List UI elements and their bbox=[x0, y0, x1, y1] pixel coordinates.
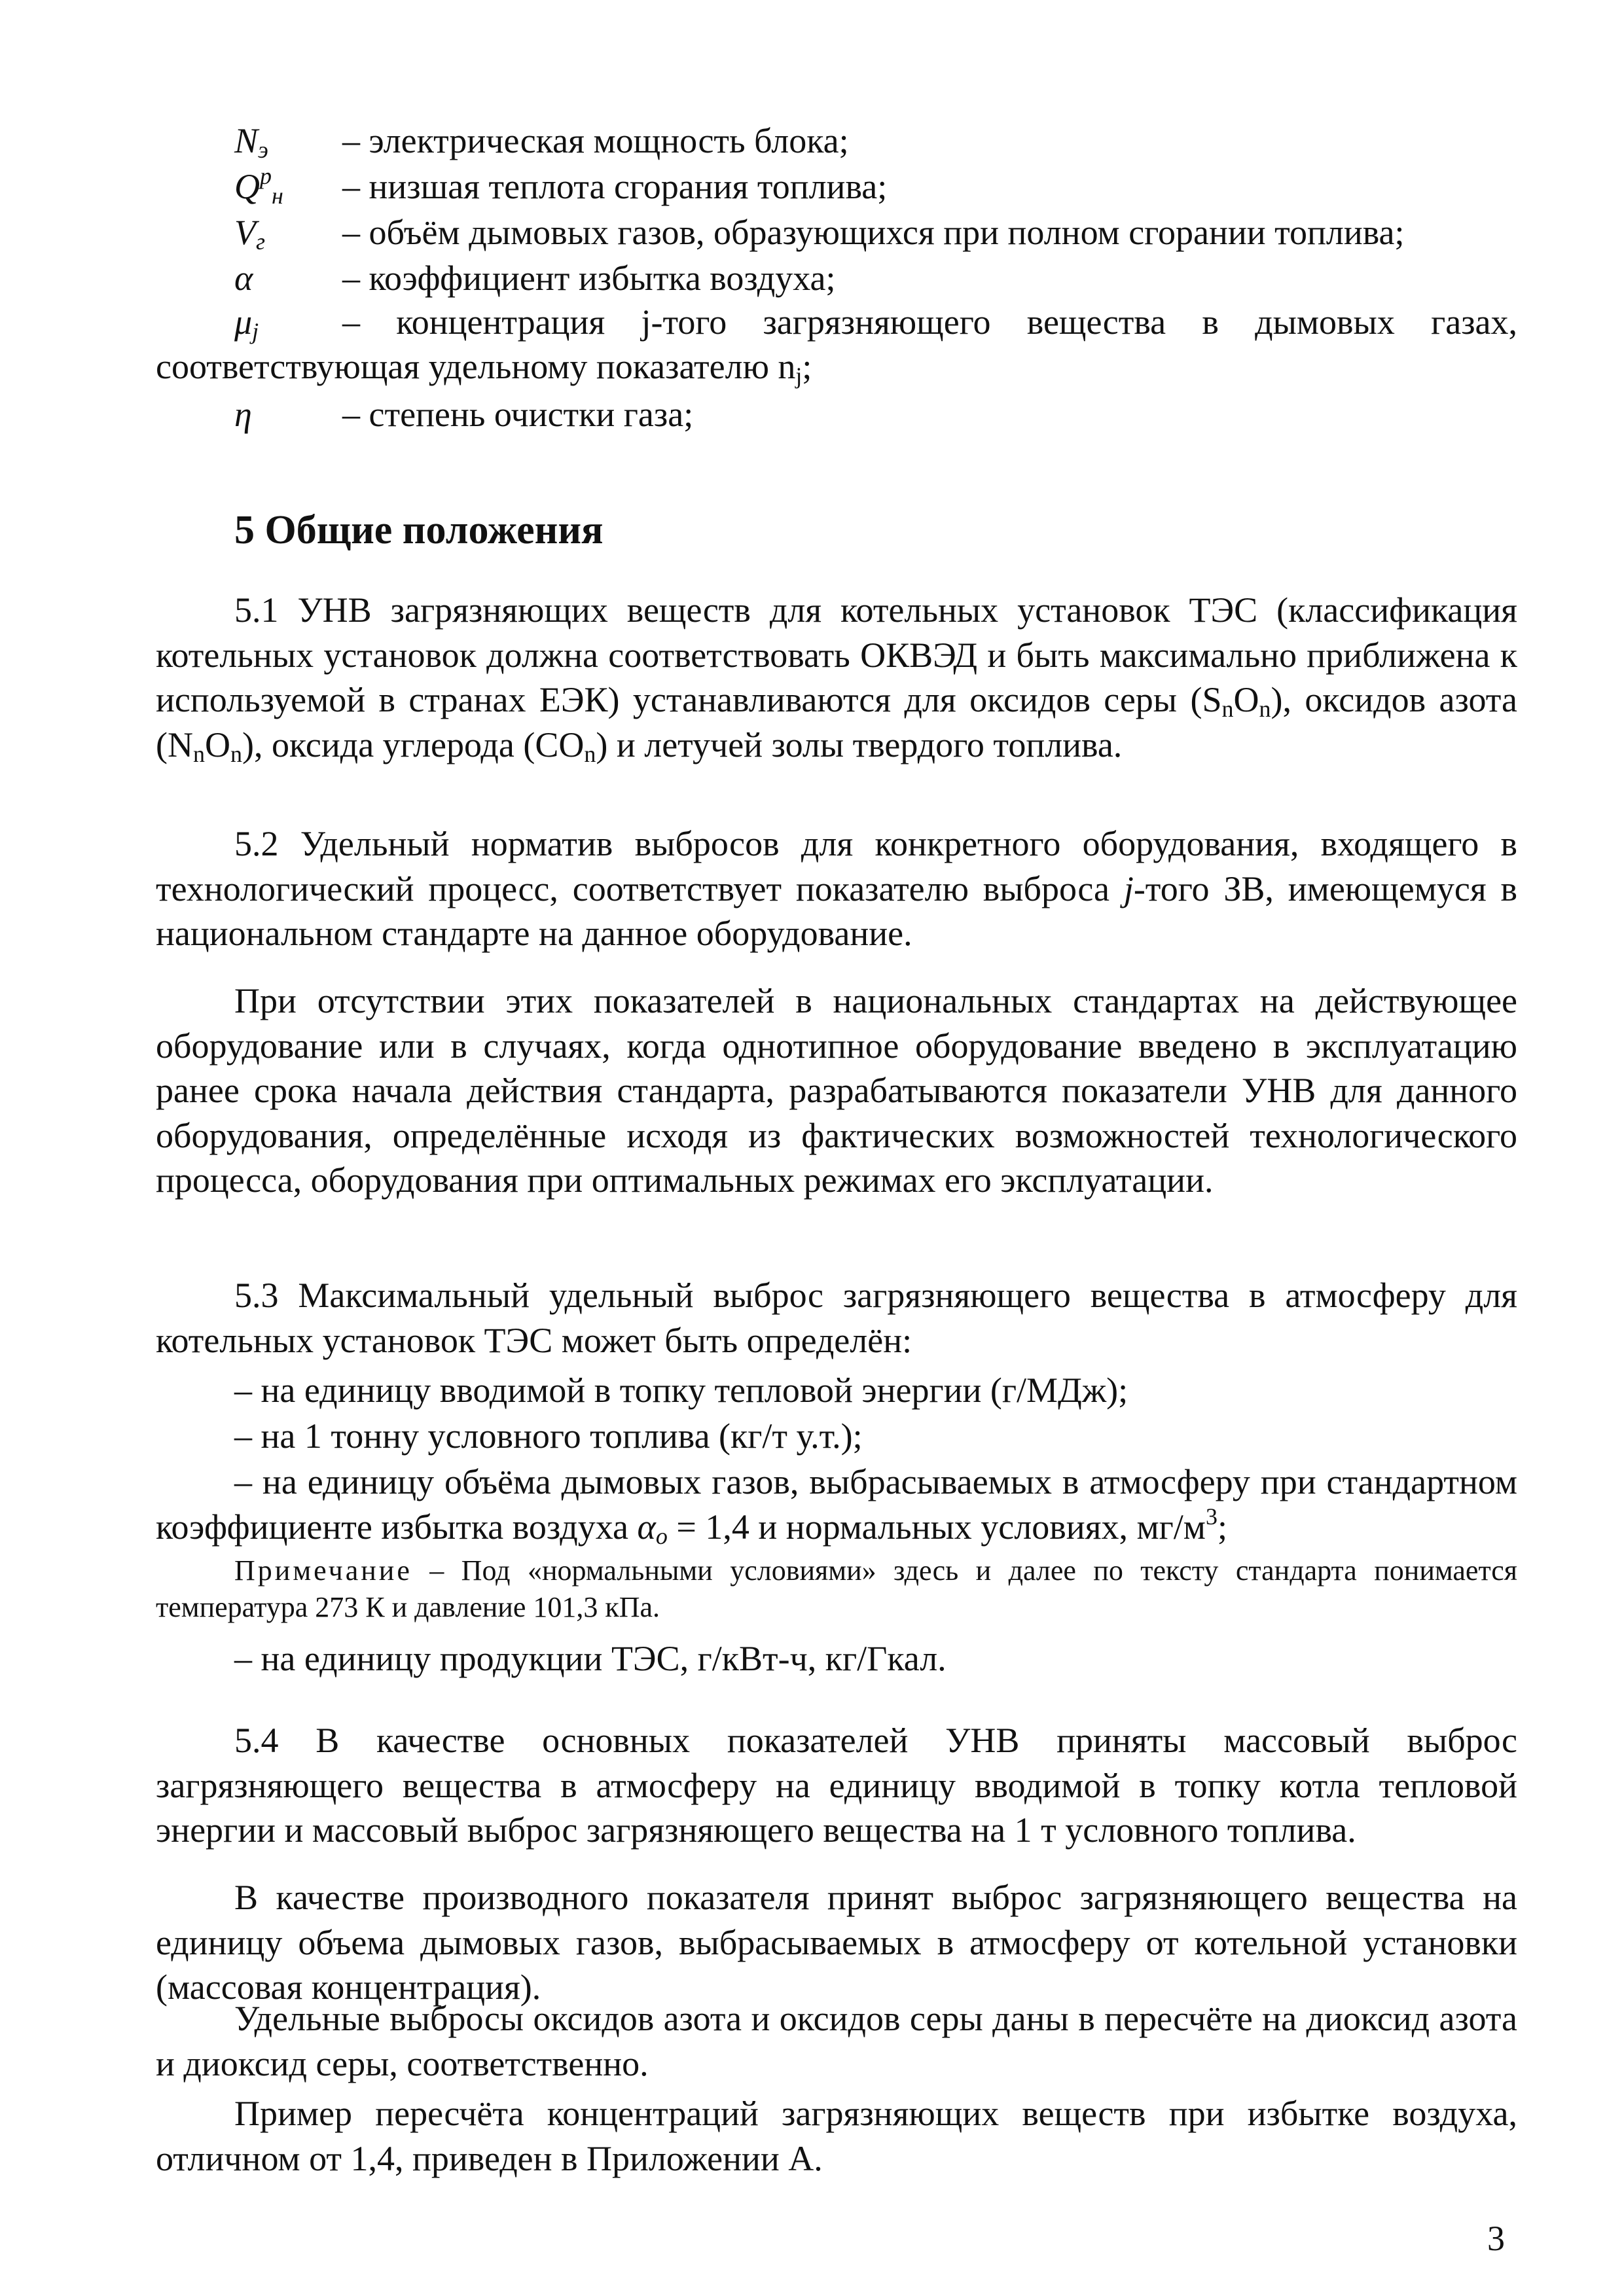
symbol-vg-desc: – объём дымовых газов, образующихся при полном сгорании топлива; bbox=[342, 213, 1405, 252]
bullet-item: – на единицу продукции ТЭС, г/кВт-ч, кг/Гкал. bbox=[234, 1639, 947, 1678]
note bbox=[156, 1552, 1517, 1626]
bullet-item: – на единицу объёма дымовых газов, выбрасываемых в атмосферу при стандартном коэффициенте избытка воздуха $\alpha_о = 1,4$ и нормальных условиях, $мг/м^3$; bbox=[156, 1462, 1517, 1549]
symbol-q-desc: – низшая теплота сгорания топлива; bbox=[342, 167, 888, 206]
paragraph-5-1: 5.1 УНВ загрязняющих веществ для котельных установок ТЭС (классификация котельных установок должна соответствовать ОКВЭД и быть максимально приближена к используемой в странах ЕЭК) устанавливаются для оксидов серы $(S_nO_n)$, оксидов азота $(N_nO_n)$, оксида углерода $(CO_n)$ и летучей золы твердого топлива. bbox=[156, 590, 1517, 767]
symbol-vg: $V_г$ bbox=[234, 213, 266, 255]
symbol-alpha: α bbox=[234, 259, 253, 298]
paragraph-5-3: 5.3 Максимальный удельный выброс загрязняющего вещества в атмосферу для котельных установок ТЭС может быть определён: bbox=[156, 1276, 1517, 1360]
symbol-ne-desc: – электрическая мощность блока; bbox=[342, 121, 849, 160]
symbol-row-mu bbox=[156, 300, 1517, 389]
section-title: 5 Общие положения bbox=[234, 508, 604, 552]
paragraph-5-4-b: В качестве производного показателя принят выброс загрязняющего вещества на единицу объема дымовых газов, выбрасываемых в атмосферу от котельной установки (массовая концентрация). bbox=[156, 1878, 1517, 2007]
note-label: Примечание bbox=[234, 1554, 412, 1587]
paragraph-5-4: 5.4 В качестве основных показателей УНВ приняты массовый выброс загрязняющего вещества в атмосферу на единицу вводимой в топку котла тепловой энергии и массовый выброс загрязняющего вещества на 1 т условного топлива. bbox=[156, 1721, 1517, 1850]
symbol-eta-desc: – степень очистки газа; bbox=[342, 395, 694, 434]
paragraph-5-4-c: Удельные выбросы оксидов азота и оксидов серы даны в пересчёте на диоксид азота и диоксид серы, соответственно. bbox=[156, 1999, 1517, 2083]
symbol-mu: $\mu_j$ bbox=[234, 302, 259, 344]
paragraph-5-2-b: При отсутствии этих показателей в национальных стандартах на действующее оборудование или в случаях, когда однотипное оборудование введено в эксплуатацию ранее срока начала действия стандарта, разрабатываются показатели УНВ для данного оборудования, определённые исходя из фактических возможностей технологического процесса, оборудования при оптимальных режимах его эксплуатации. bbox=[156, 981, 1517, 1200]
bullet-item: – на 1 тонну условного топлива (кг/т у.т.); bbox=[234, 1416, 863, 1456]
symbol-alpha-desc: – коэффициент избытка воздуха; bbox=[342, 259, 836, 298]
note-text: – Под «нормальными условиями» здесь и далее по тексту стандарта понимается температура 273 К и давление 101,3 кПа. bbox=[156, 1554, 1517, 1623]
page-number: 3 bbox=[1487, 2219, 1505, 2258]
symbol-q: $Q^р_н$ bbox=[234, 163, 283, 209]
symbol-eta: η bbox=[234, 395, 252, 434]
paragraph-5-2: 5.2 Удельный норматив выбросов для конкретного оборудования, входящего в технологический процесс, соответствует показателю выброса j-того ЗВ, имеющемуся в национальном стандарте на данное оборудование. bbox=[156, 824, 1517, 953]
paragraph-5-4-d: Пример пересчёта концентраций загрязняющих веществ при избытке воздуха, отличном от 1,4, приведен в Приложении А. bbox=[156, 2094, 1517, 2178]
bullet-item: – на единицу вводимой в топку тепловой энергии (г/МДж); bbox=[234, 1371, 1128, 1410]
symbol-mu-desc: – концентрация j-того загрязняющего вещества в дымовых газах, соответствующая удельному показателю $n_j$; bbox=[156, 302, 1517, 389]
symbol-ne: $N_э$ bbox=[234, 121, 268, 163]
